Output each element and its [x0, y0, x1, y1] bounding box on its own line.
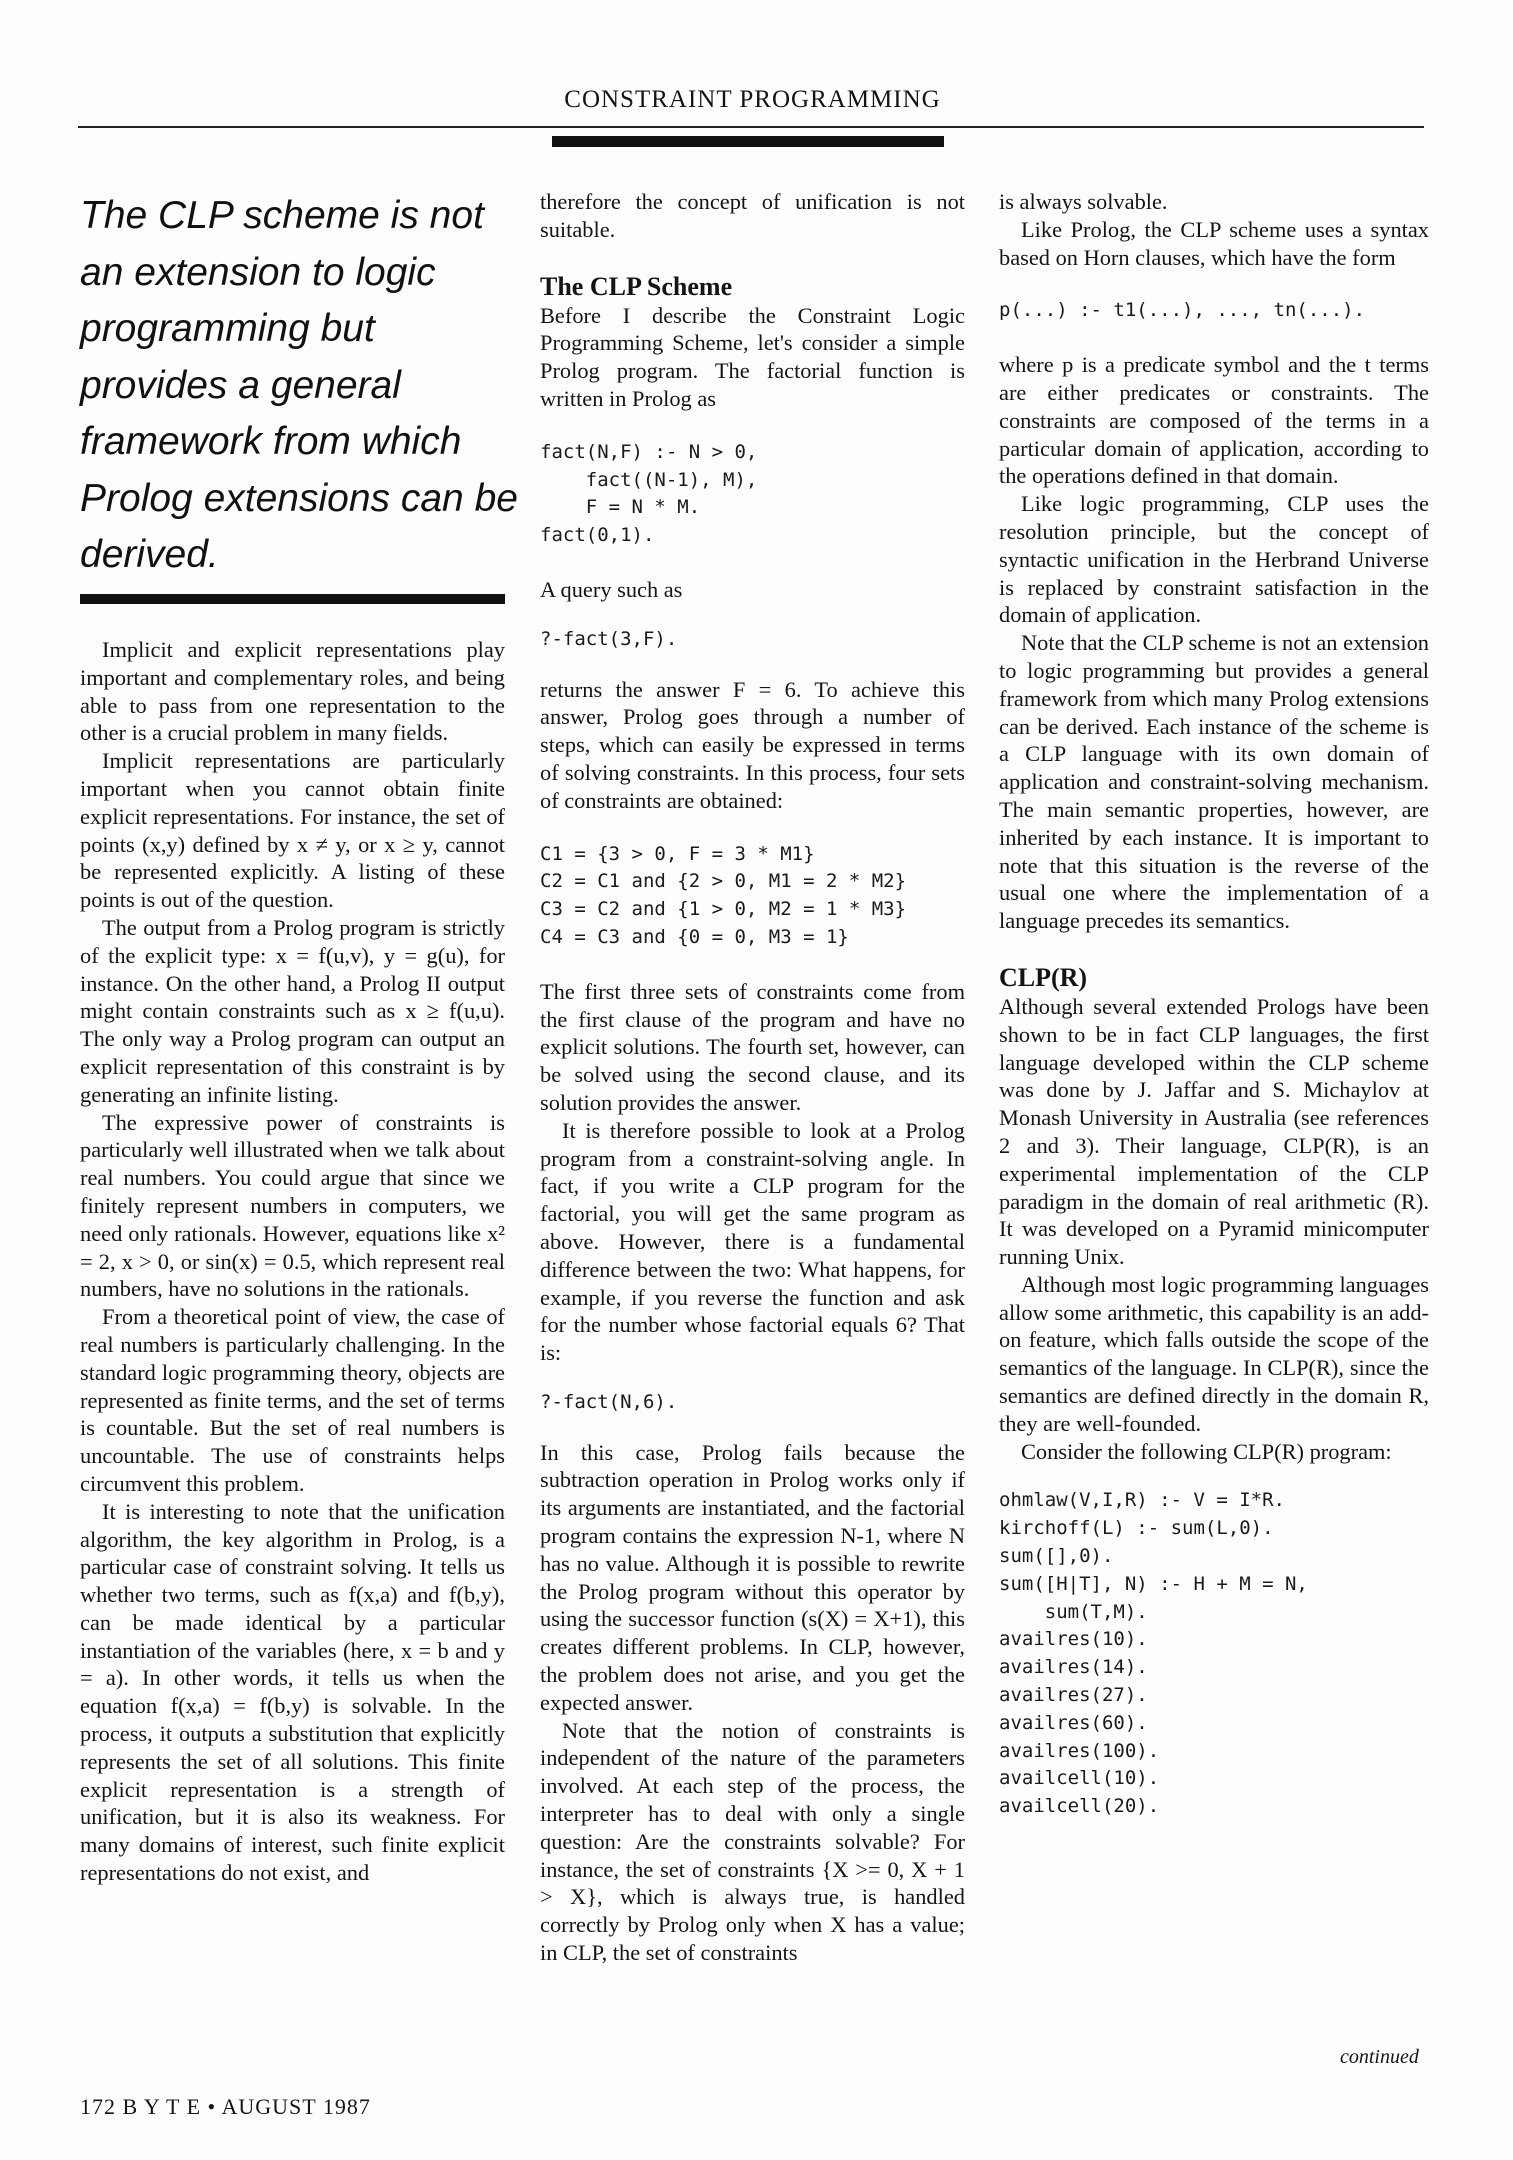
paragraph: Before I describe the Constraint Logic Programming Scheme, let's consider a simple Prolog program. The factorial function is written in Prolog as	[540, 302, 965, 411]
code-constraints: C1 = {3 > 0, F = 3 * M1} C2 = C1 and {2 > 0, M1 = 2 * M2} C3 = C2 and {1 > 0, M2 = 1 * M3} C4 = C3 and {0 = 0, M3 = 1}	[540, 842, 907, 948]
pull-quote: The CLP scheme is not an extension to logic programming but provides a general framework from which Prolog extensions can be derived.	[80, 194, 518, 576]
paragraph: It is interesting to note that the unification algorithm, the key algorithm in Prolog, is a particular case of constraint solving. It tells us whether two terms, such as f(x,a) and f(b,y), can be made identical by a particular instantiation of the variables (here, x = b and y = a). In other words, it tells us when the equation f(x,a) = f(b,y) is solvable. In the process, it outputs a substitution that explicitly represents the set of all solutions. This finite explicit representation is a strength of unification, but it is also its weakness. For many domains of interest, such finite explicit representations do not exist, and	[80, 1498, 505, 1886]
paragraph: therefore the concept of unification is not suitable.	[540, 189, 965, 242]
continued-note: continued	[1340, 2046, 1419, 2068]
paragraph: is always solvable.	[999, 189, 1168, 214]
paragraph: The expressive power of constraints is particularly well illustrated when we talk about real numbers. You could argue that since we finitely represent numbers in computers, we need only rationals. However, equations like x² = 2, x > 0, or sin(x) = 0.5, which represent real numbers, have no solutions in the rationals.	[80, 1109, 505, 1302]
code-query: ?-fact(3,F).	[540, 627, 678, 650]
column-2	[540, 188, 965, 1967]
paragraph: Like Prolog, the CLP scheme uses a syntax based on Horn clauses, which have the form	[999, 216, 1429, 270]
paragraph: Note that the CLP scheme is not an extension to logic programming but provides a general framework from which many Prolog extensions can be derived. Each instance of the scheme is a CLP language with its own domain of application and constraint-solving mechanism. The main semantic properties, however, are inherited by each instance. It is important to note that this situation is the reverse of the usual one where the implementation of a language precedes its semantics.	[999, 630, 1429, 934]
pull-quote-bar	[80, 594, 505, 604]
paragraph: Implicit and explicit representations play important and complementary roles, and being able to pass from one representation to the other is a crucial problem in many fields.	[80, 637, 505, 746]
column-1	[80, 636, 505, 1887]
paragraph: The first three sets of constraints come from the first clause of the program and have no explicit solutions. The fourth set, however, can be solved using the second clause, and its solution provides the answer.	[540, 978, 965, 1115]
paragraph: returns the answer F = 6. To achieve this answer, Prolog goes through a number of steps, which can easily be expressed in terms of solving constraints. In this process, four sets of constraints are obtained:	[540, 676, 965, 813]
code-horn-clause: p(...) :- t1(...), ..., tn(...).	[999, 299, 1366, 322]
paragraph: where p is a predicate symbol and the t terms are either predicates or constraints. The constraints are composed of the terms in a particular domain of application, according to the operations defined in that domain.	[999, 352, 1429, 489]
header-bar	[552, 136, 944, 147]
paragraph: Note that the notion of constraints is independent of the nature of the parameters involved. At each step of the process, the interpreter has to deal with only a single question: Are the constraints solvable? For instance, the set of constraints {X >= 0, X + 1 > X}, which is always true, is handled correctly by Prolog only when X has a value; in CLP, the set of constraints	[540, 1717, 965, 1966]
paragraph: Consider the following CLP(R) program:	[1021, 1438, 1392, 1464]
paragraph: The output from a Prolog program is strictly of the explicit type: x = f(u,v), y = g(u), for instance. On the other hand, a Prolog II output might contain constraints such as x ≥ f(u,u). The only way a Prolog program can output an explicit representation of this constraint is by generating an infinite listing.	[80, 914, 505, 1107]
paragraph: In this case, Prolog fails because the subtraction operation in Prolog works only if its arguments are instantiated, and the factorial program contains the expression N-1, where N has no value. Although it is possible to rewrite the Prolog program without this operator by using the successor function (s(X) = X+1), this creates different problems. In CLP, however, the problem does not arise, and you get the expected answer.	[540, 1439, 965, 1715]
paragraph: Like logic programming, CLP uses the resolution principle, but the concept of syntactic unification in the Herbrand Universe is replaced by constraint satisfaction in the domain of application.	[999, 491, 1429, 628]
paragraph: Although several extended Prologs have been shown to be in fact CLP languages, the first language developed within the CLP scheme was done by J. Jaffar and S. Michaylov at Monash University in Australia (see references 2 and 3). Their language, CLP(R), is an experimental implementation of the CLP paradigm in the domain of real arithmetic (R). It was developed on a Pyramid minicomputer running Unix.	[999, 993, 1429, 1270]
page-footer: 172 B Y T E • AUGUST 1987	[80, 2094, 371, 2119]
running-header: CONSTRAINT PROGRAMMING	[564, 86, 941, 113]
code-clpr-program: ohmlaw(V,I,R) :- V = I*R. kirchoff(L) :- sum(L,0). sum([],0). sum([H|T], N) :- H + M = N, sum(T,M). availres(10). availres(14). availres(27). availres(60). availres(100). availcell(10). availcell(20).	[999, 1489, 1308, 1818]
code-fact: fact(N,F) :- N > 0, fact((N-1), M), F = N * M. fact(0,1).	[540, 440, 758, 547]
column-3	[999, 188, 1429, 1843]
paragraph: It is therefore possible to look at a Prolog program from a constraint-solving angle. In fact, if you write a CLP program for the factorial, you will get the same program as above. However, there is a fundamental difference between the two: What happens, for example, if you reverse the function and ask for the number whose factorial equals 6? That is:	[540, 1117, 965, 1366]
code-query-2: ?-fact(N,6).	[540, 1390, 678, 1413]
paragraph: From a theoretical point of view, the case of real numbers is particularly challenging. In the standard logic programming theory, objects are represented as finite terms, and the set of terms is countable. But the set of real numbers is uncountable. The use of constraints helps circumvent this problem.	[80, 1304, 505, 1496]
paragraph: Although most logic programming languages allow some arithmetic, this capability is an add-on feature, which falls outside the scope of the semantics of the language. In CLP(R), since the semantics are defined directly in the domain R, they are well-founded.	[999, 1271, 1429, 1436]
paragraph: A query such as	[540, 576, 683, 602]
section-heading-clp-scheme: The CLP Scheme	[540, 271, 733, 301]
section-heading-clpr: CLP(R)	[999, 962, 1088, 992]
paragraph: Implicit representations are particularly important when you cannot obtain finite explicit representations. For instance, the set of points (x,y) defined by x ≠ y, or x ≥ y, cannot be represented explicitly. A listing of these points is out of the question.	[80, 748, 505, 913]
header-rule	[78, 126, 1424, 128]
